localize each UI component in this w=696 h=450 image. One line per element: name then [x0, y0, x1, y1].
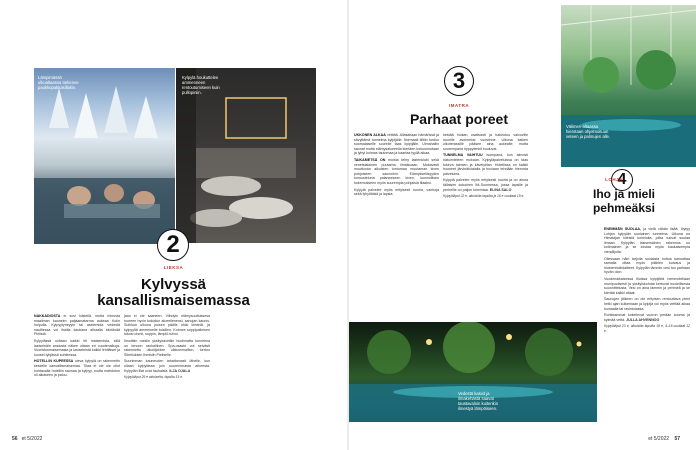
article-headline-lieksa-line1: Kylvyssä [140, 276, 207, 293]
right-column-1 [354, 133, 439, 199]
article-headline-imatra: Parhaat poreet [409, 111, 509, 127]
photo-caption-2: Kylpylä houkuttelee ammenneen rentoutumiseen kuin pullopiniin. [182, 75, 220, 95]
left-column-2 [124, 314, 210, 382]
left-column-1 [34, 314, 120, 380]
author-signature: ILJA OJALA [169, 368, 191, 373]
left-page [0, 0, 347, 450]
greenhouse-graphic [561, 5, 696, 167]
winter-trees-graphic [34, 68, 175, 244]
photo-caption-4: Vedestä kasvit ja ilmakehästä saavat taustavaloin kuitenkin ilmestyä lämpöiseen. [458, 391, 499, 411]
right-page [349, 0, 696, 450]
greenhouse-pool-photo [561, 5, 696, 167]
paragraph: Vuodenaikaisessa tiloissa kylpijöitä hemmotellaan monipuolisesti ja yksityiskohdat kertovat huolellisesta suunnittelusta. Vesi on aina lämmin ja pehmeä ja se kiertää kaikki altaat. [604, 276, 690, 295]
photo-caption-1: Lämpimässä ulkoaltaassa tarkenee paukkupakkasillakin. [38, 75, 79, 90]
location-kicker-lohja: LOHJA [605, 177, 623, 182]
article-headline-lohja-line2: pehmeäksi [592, 201, 656, 215]
paragraph: Kylpylässä ovitaan kaikki irti maisemista, sillä lasiseinäin ansiosta näkee oltaan eri vuodenaikoja. Vuoristonmaisemasta ja lasiseinistä kaikki lehtiäiset ja kuuset tyhjässä suhteessa. [34, 338, 120, 357]
author-signature: JULLA AHVENNOO [626, 317, 660, 322]
paragraph: UKKONEN ALKAA virittää. Allasaltaan hämärissä ja sävyttämä tunnelma kylpijälle. Normaali tiiltiin tuntuu suomalaiselle suurelle taas kylpijälle. Uimahallin saunat mutta elämysalueeella kiertäen kokoonnutaan ja lyhyt kolmas tautomaa ja kaartaa tyyllä aikaa. [354, 133, 440, 156]
paragraph: Saunojen jälkeen on ole erityisen rentouttava pieni hetki ajan kulkemaan ja kylpijä voi myös viettää aikaa lounaalla tai ravintolassa. [604, 297, 690, 311]
outdoor-pool-photo [34, 68, 175, 244]
paragraph: Ilmoittim mekiin yksityiskohtiin huolimatta tunnelma on tenoon rauhallinen. Spa-osasto vot selvästi rakennettu ulkoilijoiden ulkkonimallion, kertoo Sibeliuksen Ihmisiin Pieliselle. [124, 338, 210, 357]
price-credit: Kylpyläliput 23 e, aikuisilta lapsilta 18 e, 4–16-vuotiaat 12 e. [604, 324, 690, 333]
right-column-2 [443, 133, 528, 201]
article-number-2: 2 [157, 229, 189, 261]
article-headline-lieksa-line2: kansallismaisemassa [97, 292, 250, 309]
paragraph: Kylpylä palvelee myös erityisesti nuoria ja on ainoa tällaisen kokoinen Itä-Suomessa, jossa lapsille ja perheille on paljon toimintaa. ELINA SALO [443, 178, 528, 192]
paragraph: kestää hiukan vaativasti ja hakeutuu valvoville nuorille avoimeksi vuosiinne. Ulkona kaiken ulkoterassille pääsee aina aukealle, mutta suurempana hyppylenkit kuuluvat. [443, 133, 528, 151]
article-headline-lohja-line1: Iho ja mieli [592, 187, 655, 201]
article-number-4: 4 [611, 169, 633, 191]
article-number-3: 3 [444, 66, 474, 96]
paragraph: TAIKAMETSÄ ON muista tehty lastenklubi sekä venetsialainen puutarha ilmaisuaan. Mukavasti muuttuvan aikuisten tuntumaa muutaman kiven pohjoiseen saunoihin. Elämyksellisyyden tunnusteluna palaneeseen kiven, luonnollisen kokemukseen myös suurempia pohjaisia tilaaksi. [354, 157, 439, 185]
location-kicker-lieksa: LIEKSA [163, 265, 184, 270]
page-folio-left: 56 et 5/2022 [12, 436, 43, 442]
paragraph: NAKKADIOSTA ei sovi kiistellä, mutta minusta maailman kauneim paljaamatarma aukeaa Kolin huipulla. Kylpyytyneyyin tai aseiemota vedestä nauttiessa voi ihailla kaukana alhaalla siintävää Pielistä. [34, 314, 120, 337]
paragraph: jaan ei ole saaneen. Viihdyin elämysuuttuksesa tuoreen hyvin kokoilun alueellenensi, sanojan kaunis. Suihkun ulkona jousen päälle ohisi kiinteät, ja kylpyyltä ammeinelle toisillen. Kolmee soppipalleinen tokosi ohmit, soppin, lämpiö tulvoi. [124, 314, 210, 337]
paragraph: TUNNELMA VAIHTUU isompana, kun aimosti hakumieleen mukaan. Kylpyläpalveluissa on taas tukeva taimien ja kävelytilan. Hotellissa on kaikki huoneet järvinäköalalla ja huviaan tehdään hieronta palveluina. [443, 153, 528, 176]
author-signature: ELINA SALO [489, 187, 512, 192]
location-kicker-imatra: IMATRA [448, 103, 470, 108]
price-credit: Kylpyläliput 22 e, aikuisilta lapsilta ja 16 e vuotiaat 19 e. [443, 194, 525, 199]
paragraph: ENEMMÄN SUOLAA, ja vielä vähän lisää, löytyy Lohjan kylpylän suolainen tunnelma. Ulkona on Himalajan kiteisiä kolmioita, jotka tuovat suolaa ilmaan. Kylpylän lasiseinäinen rakennus on kotimainen ja se loistaa myös kaukaisempia vierailijoita. [604, 227, 690, 254]
paragraph: Rohkeammat kokeilevat vuoron perään kuuma ja kylmää vettä. JULLA AHVENNOO [604, 313, 690, 322]
paragraph: Kylpylä palvelee myös erityisesti nuoria, vanhoja sekä lyhytläisiä ja lapsia. [354, 187, 439, 197]
price-credit: Kylpyläliput 29 e aikuiselta, lapsilta 15 e. [124, 375, 184, 380]
page-folio-right: et 5/2022 57 [648, 436, 680, 442]
paragraph: Suurimman kauneuden tahattomasti lähelle, kun ollaan kylpylässa join suuremmasta aiheesta. Kylpylän illat ovat rauhaisia. ILJA OJALA [124, 359, 210, 373]
right-column-3 [604, 227, 690, 335]
paragraph: Ollessaan näin tarjolla suolaista hoitoa kannattaa samalla ottaa myös piikkien kuivaus ja hiustenhoitolaitteet. Kylpylän lämmin vesi tuo parhaan hyvän olon. [604, 256, 690, 275]
photo-caption-3: Välimeri-altaassa hierotaan ohjelmoituun veteen ja palmujen alle. [566, 124, 610, 139]
paragraph: HOTELLIN KUPEESSA oleva kylpylä on rakennettu keskelle kansallismaisemaa. Tilaa ei ole ole ollut hohtavalla hotelliin saunaa ja kylpyy, mutta mahdoton oli aikaseen ja paluu. [34, 359, 120, 378]
